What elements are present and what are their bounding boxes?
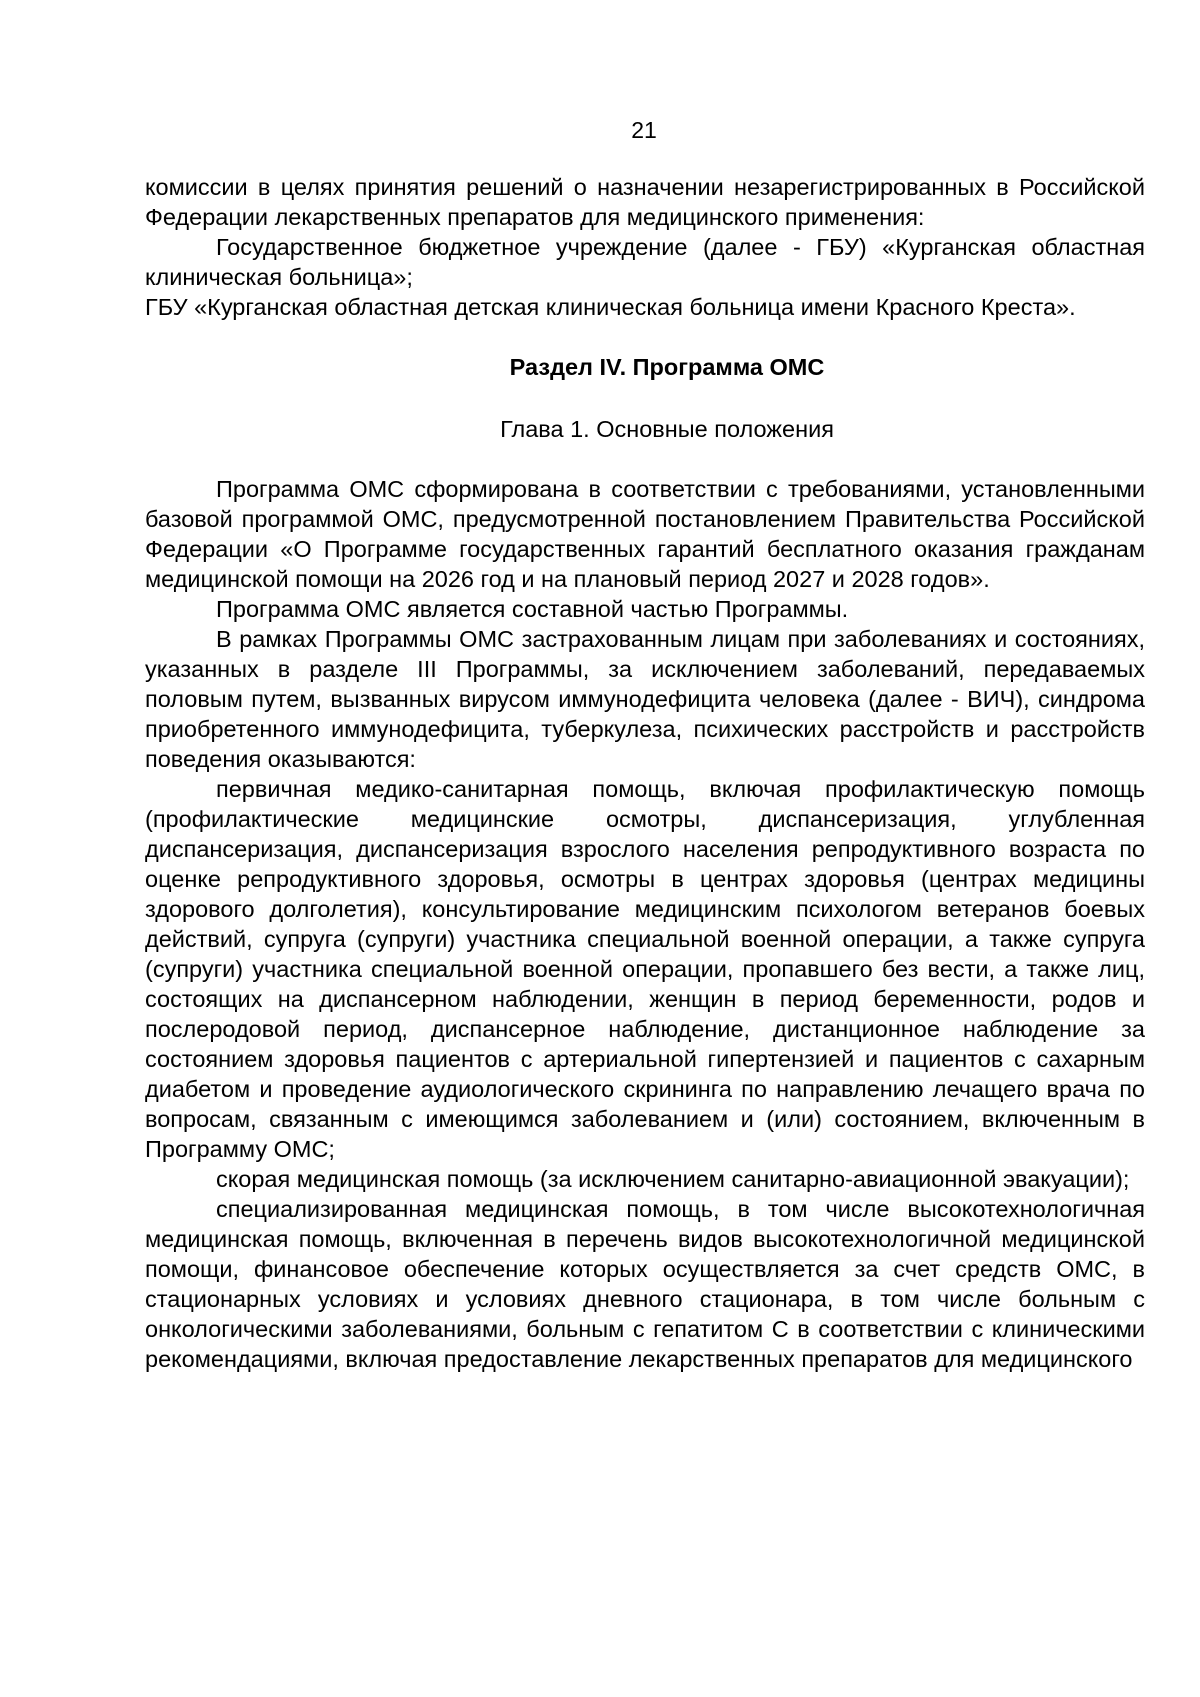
- section-title: Раздел IV. Программа ОМС: [509, 354, 825, 380]
- paragraph: специализированная медицинская помощь, в том числе высокотехнологичная медицинская помощь, включенная в перечень видов высокотехнологичной медицинской помощи, финансовое обеспечение которых осуществляется за счет средств ОМС, в стационарных условиях и условиях дневного стационара, в том числе больным с онкологическими заболеваниями, больным с гепатитом С в соответствии с клиническими рекомендациями, включая предоставление лекарственных препаратов для медицинского: [145, 1196, 1145, 1372]
- paragraph: В рамках Программы ОМС застрахованным лицам при заболеваниях и состояниях, указанных в разделе III Программы, за исключением заболеваний, передаваемых половым путем, вызванных вирусом иммунодефицита человека (далее - ВИЧ), синдрома приобретенного иммунодефицита, туберкулеза, психических расстройств и расстройств поведения оказываются:: [145, 626, 1145, 772]
- document-body: [145, 172, 1145, 1374]
- paragraph: скорая медицинская помощь (за исключением санитарно-авиационной эвакуации);: [216, 1166, 1130, 1192]
- paragraph: первичная медико-санитарная помощь, включая профилактическую помощь (профилактические медицинские осмотры, диспансеризация, углубленная диспансеризация, диспансеризация взрослого населения репродуктивного возраста по оценке репродуктивного здоровья, осмотры в центрах здоровья (центрах медицины здорового долголетия), консультирование медицинским психологом ветеранов боевых действий, супруга (супруги) участника специальной военной операции, а также супруга (супруги) участника специальной военной операции, пропавшего без вести, а также лиц, состоящих на диспансерном наблюдении, женщин в период беременности, родов и послеродовой период, диспансерное наблюдение, дистанционное наблюдение за состоянием здоровья пациентов с артериальной гипертензией и пациентов с сахарным диабетом и проведение аудиологического скрининга по направлению лечащего врача по вопросам, связанным с имеющимся заболеванием и (или) состоянием, включенным в Программу ОМС;: [145, 776, 1145, 1162]
- paragraph: Программа ОМС является составной частью Программы.: [216, 596, 849, 622]
- paragraph: комиссии в целях принятия решений о назначении незарегистрированных в Российской Федерации лекарственных препаратов для медицинского применения:: [145, 174, 1145, 230]
- paragraph: Государственное бюджетное учреждение (далее - ГБУ) «Курганская областная клиническая больница»;: [145, 234, 1145, 290]
- page-number: 21: [631, 117, 657, 143]
- chapter-title: Глава 1. Основные положения: [500, 416, 834, 442]
- paragraph: ГБУ «Курганская областная детская клиническая больница имени Красного Креста».: [145, 294, 1076, 320]
- paragraph: Программа ОМС сформирована в соответствии с требованиями, установленными базовой программой ОМС, предусмотренной постановлением Правительства Российской Федерации «О Программе государственных гарантий бесплатного оказания гражданам медицинской помощи на 2026 год и на плановый период 2027 и 2028 годов».: [145, 476, 1145, 592]
